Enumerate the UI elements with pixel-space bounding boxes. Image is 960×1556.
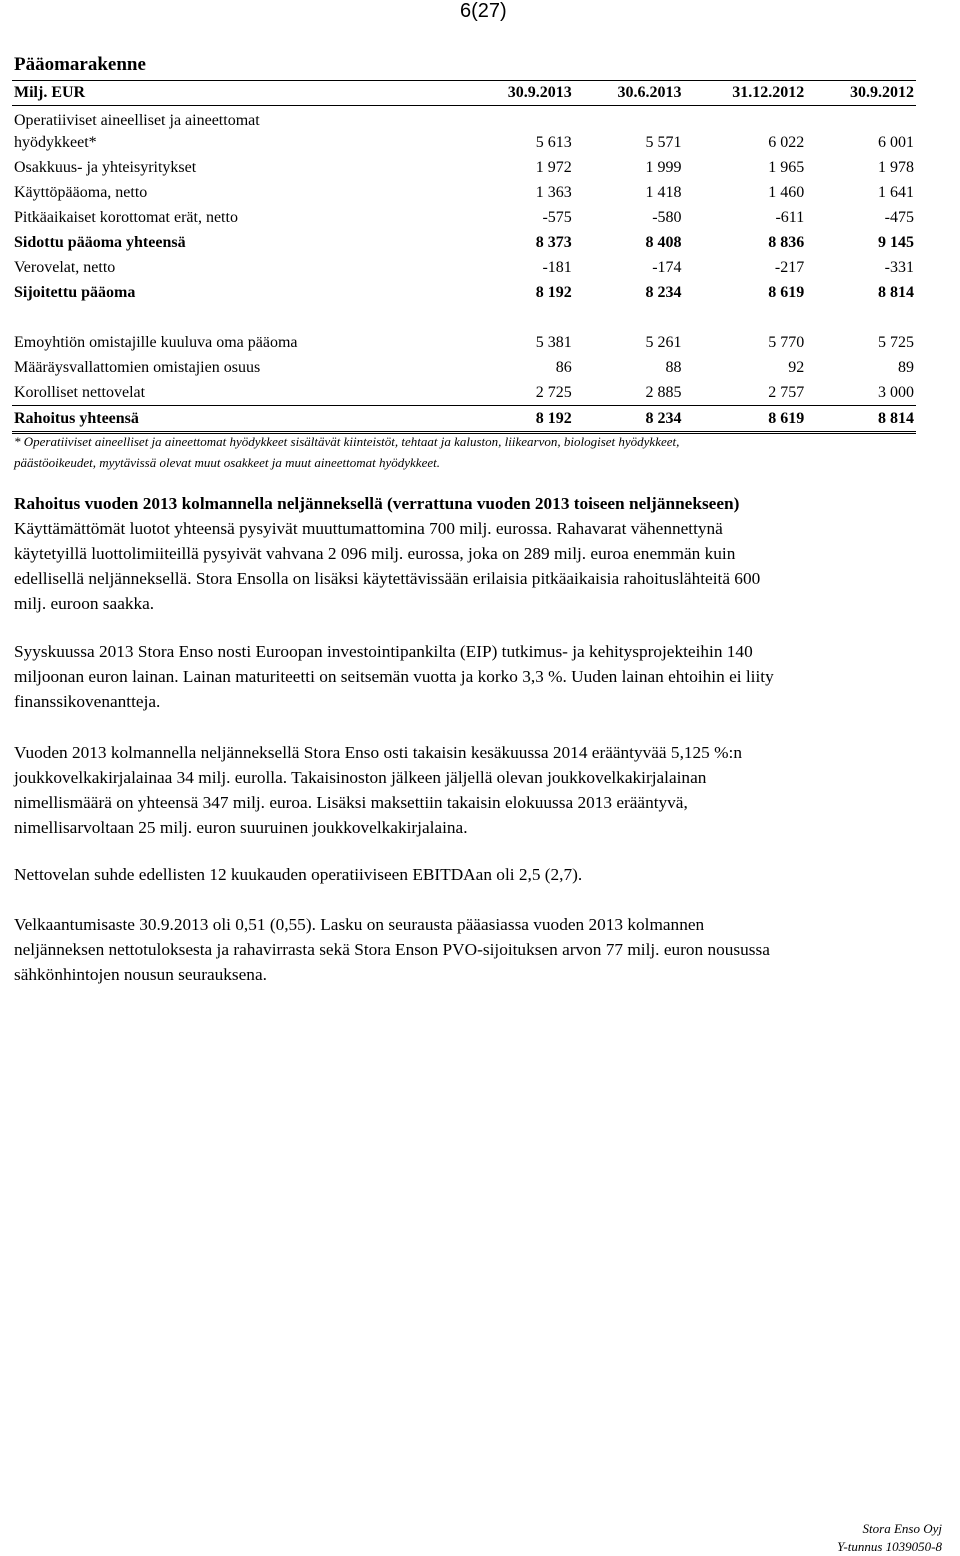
footer-business-id: Y-tunnus 1039050-8 [837,1539,942,1554]
table-cell: -217 [774,258,805,276]
table-cell: 92 [788,358,805,376]
table-cell: -331 [884,258,914,276]
text-line: Käyttämättömät luotot yhteensä pysyivät muuttumattomina 700 milj. eurossa. Rahavarat vähennettynä [14,519,723,538]
text-line: Velkaantumisaste 30.9.2013 oli 0,51 (0,55). Lasku on seurausta pääasiassa vuoden 2013 kolmannen [14,915,705,934]
section-title: Pääomarakenne [14,54,146,75]
table-header-row [12,81,916,106]
table-cell: 8 814 [878,283,914,301]
table-cell: 8 619 [684,406,807,433]
text-line: käytetyillä luottolimiiteillä pysyivät vahvana 2 096 milj. eurossa, joka on 289 milj. euroa enemmän kuin [14,544,736,563]
text-line: nimellismäärä on yhteensä 347 milj. euroa. Lisäksi maksettiin takaisin elokuussa 2013 erääntyvä, [14,793,688,812]
row-label: hyödykkeet* [14,133,97,151]
table-row [12,155,916,180]
table-cell: 89 [898,358,914,376]
table-cell: 8 619 [768,283,805,301]
row-label: Osakkuus- ja yhteisyritykset [14,158,197,176]
table-cell: 6 022 [768,133,805,151]
table-cell: 9 145 [878,233,914,251]
table-cell: 1 972 [535,158,572,176]
table-cell: 8 836 [768,233,805,251]
row-label: Käyttöpääoma, netto [14,183,148,201]
table-cell: 1 418 [645,183,682,201]
text-line: joukkovelkakirjalainaa 34 milj. eurolla. Takaisinoston jälkeen jäljellä olevan joukkovelkakirjalainan [14,768,707,787]
footnote-line: * Operatiiviset aineelliset ja aineettomat hyödykkeet sisältävät kiinteistöt, tehtaat ja kaluston, liikearvon, biologiset hyödykkeet, [14,434,680,449]
table-cell: 5 571 [645,133,682,151]
table-cell: 8 192 [535,283,572,301]
table-row [12,130,916,155]
text-line: Syyskuussa 2013 Stora Enso nosti Euroopan investointipankilta (EIP) tutkimus- ja kehitysprojekteihin 140 [14,642,753,661]
table-cell: 8 373 [535,233,572,251]
text-line: edellisellä neljänneksellä. Stora Ensolla on lisäksi käytettävissään erilaisia pitkäaikaisia rahoituslähteitä 600 [14,569,761,588]
column-header: 31.12.2012 [684,81,807,106]
table-cell: 1 641 [878,183,914,201]
column-header: 30.9.2013 [464,81,574,106]
table-cell: 5 725 [878,333,914,351]
table-cell: 2 725 [535,383,572,401]
table-cell: -575 [542,208,572,226]
table-cell: -174 [652,258,682,276]
table-cell: 8 192 [464,406,574,433]
capital-structure-table [12,80,916,434]
table-cell: -580 [652,208,682,226]
row-label: Sijoitettu pääoma [14,283,136,301]
text-line: finanssikovenantteja. [14,692,161,711]
table-cell: 2 885 [645,383,682,401]
row-label: Verovelat, netto [14,258,116,276]
row-label: Sidottu pääoma yhteensä [14,233,186,251]
table-row-total [12,406,916,433]
table-cell: 8 814 [806,406,916,433]
table-row [12,255,916,280]
table-cell: 86 [555,358,572,376]
financing-paragraph [14,516,944,616]
table-cell: 5 261 [645,333,682,351]
table-cell: 5 381 [535,333,572,351]
table-row-subtotal [12,230,916,255]
unit-label: Milj. EUR [12,81,464,106]
table-cell: 2 757 [768,383,805,401]
table-spacer-row [12,305,916,330]
row-label: Määräysvallattomien omistajien osuus [14,358,261,376]
footnote-line: päästöoikeudet, myytävissä olevat muut osakkeet ja muut aineettomat hyödykkeet. [14,455,440,470]
table-row [12,330,916,355]
row-label: Korolliset nettovelat [14,383,146,401]
row-label: Emoyhtiön omistajille kuuluva oma pääoma [14,333,298,351]
text-line: sähkönhintojen nousun seurauksena. [14,965,267,984]
table-cell: -181 [542,258,572,276]
table-cell: 5 613 [535,133,572,151]
table-cell: 1 363 [535,183,572,201]
table-cell: 8 408 [645,233,682,251]
table-row [12,205,916,230]
text-line: nimellisarvoltaan 25 milj. euron suuruinen joukkovelkakirjalaina. [14,818,468,837]
row-label: Rahoitus yhteensä [12,406,464,433]
column-header: 30.6.2013 [574,81,684,106]
table-cell: 1 460 [768,183,805,201]
column-header: 30.9.2012 [806,81,916,106]
table-cell: -475 [884,208,914,226]
table-cell: 3 000 [878,383,914,401]
table-row [12,380,916,406]
table-footnote [14,431,934,473]
table-cell: 8 234 [645,283,682,301]
table-row [12,106,916,131]
text-line: Vuoden 2013 kolmannella neljänneksellä Stora Enso osti takaisin kesäkuussa 2014 erääntyvää 5,125 %:n [14,743,742,762]
page-number: 6(27) [460,0,507,22]
footer-company-name: Stora Enso Oyj [862,1521,942,1536]
net-debt-ebitda-paragraph [14,862,944,887]
table-cell: -611 [775,208,805,226]
table-row [12,180,916,205]
table-cell: 1 978 [878,158,914,176]
table-row-subtotal [12,280,916,305]
text-line: milj. euroon saakka. [14,594,155,613]
table-cell: 6 001 [878,133,914,151]
table-row [12,355,916,380]
financing-heading: Rahoitus vuoden 2013 kolmannella neljänneksellä (verrattuna vuoden 2013 toiseen neljännekseen) [14,494,740,513]
bond-buyback-paragraph [14,740,944,840]
row-label: Pitkäaikaiset korottomat erät, netto [14,208,238,226]
table-cell: 88 [665,358,682,376]
eib-loan-paragraph [14,639,944,714]
text-line: miljoonan euron lainan. Lainan maturiteetti on seitsemän vuotta ja korko 3,3 %. Uuden lainan ehtoihin ei liity [14,667,774,686]
gearing-paragraph [14,912,944,987]
row-label: Operatiiviset aineelliset ja aineettomat [14,112,260,129]
text-line: Nettovelan suhde edellisten 12 kuukauden operatiiviseen EBITDAan oli 2,5 (2,7). [14,865,583,884]
table-cell: 8 234 [574,406,684,433]
table-cell: 5 770 [768,333,805,351]
table-cell: 1 999 [645,158,682,176]
text-line: neljänneksen nettotuloksesta ja rahavirrasta sekä Stora Enson PVO-sijoituksen arvon 77 milj. euron nousussa [14,940,770,959]
table-cell: 1 965 [768,158,805,176]
